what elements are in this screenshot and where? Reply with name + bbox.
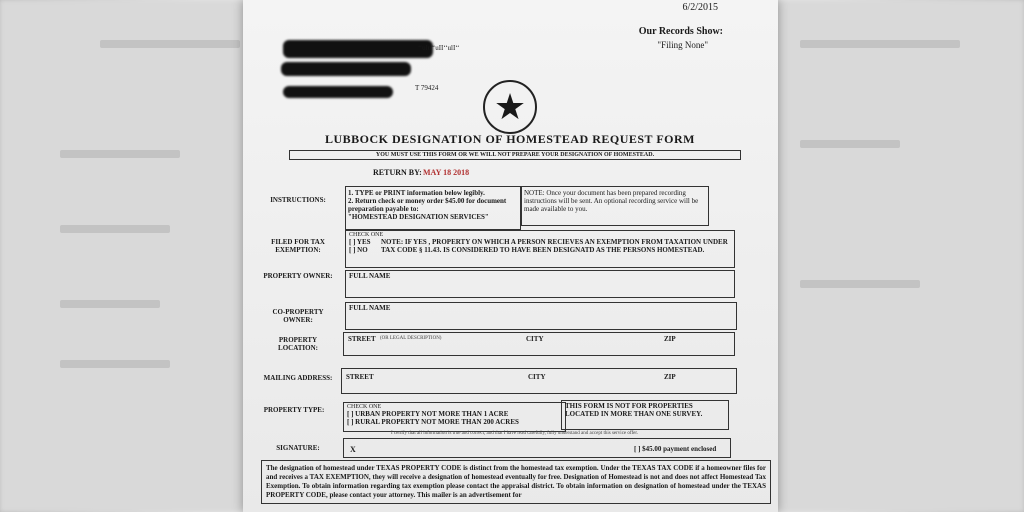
star-seal-icon: ★ — [483, 80, 537, 134]
property-location-field[interactable] — [343, 332, 735, 356]
instruction-step-2: 2. Return check or money order $45.00 for document preparation payable to: — [348, 197, 507, 213]
co-owner-name-field[interactable] — [345, 302, 737, 330]
ghost-text — [800, 140, 900, 148]
ghost-text — [60, 300, 160, 308]
street-label: STREET — [346, 373, 374, 381]
ghost-text — [800, 40, 960, 48]
ghost-text — [60, 150, 180, 158]
city-label: CITY — [528, 373, 546, 381]
urban-checkbox[interactable]: [ ] URBAN PROPERTY NOT MORE THAN 1 ACRE — [347, 410, 509, 418]
mailing-address-field[interactable] — [341, 368, 737, 394]
zip-label: ZIP — [664, 373, 676, 381]
not-for-properties-note: THIS FORM IS NOT FOR PROPERTIES LOCATED IN MORE THAN ONE SURVEY. — [561, 400, 729, 430]
no-checkbox[interactable]: [ ] NO — [349, 246, 368, 254]
tax-exemption-note: NOTE: IF YES , PROPERTY ON WHICH A PERSON RECIEVES AN EXEMPTION FROM TAXATION UNDER TAX CODE § 11.43. IS CONSIDERED TO HAVE BEEN DESIGNATD AS THE PERSONS HOMESTEAD. — [381, 238, 728, 254]
street-label: STREET — [348, 335, 376, 343]
check-one-label: CHECK ONE — [349, 232, 384, 238]
return-by-date-stamp: MAY 18 2018 — [423, 168, 470, 177]
payment-enclosed-checkbox[interactable]: [ ] $45.00 payment enclosed — [634, 445, 717, 453]
certify-text: I certify that all information is true and correct, and that I have read carefully, fully understand and accept this service offer. — [391, 431, 638, 436]
zip-label: ZIP — [664, 335, 676, 343]
instructions-label: INSTRUCTIONS: — [270, 196, 326, 204]
tax-exemption-label: FILED FOR TAX EXEMPTION: — [271, 238, 325, 254]
ghost-text — [800, 280, 920, 288]
address-fragment: ‘‘ulu‘‘uII‘‘ulI‘‘ — [418, 44, 460, 52]
yes-checkbox[interactable]: [ ] YES — [349, 238, 371, 246]
address-fragment: T 79424 — [415, 84, 439, 92]
owner-name-field[interactable] — [345, 270, 735, 298]
instruction-step-1: 1. TYPE or PRINT information below legibly. — [348, 189, 485, 197]
check-one-label: CHECK ONE — [347, 404, 382, 410]
full-name-label: FULL NAME — [349, 272, 391, 280]
form-date: 6/2/2015 — [682, 2, 718, 13]
form-paper — [243, 0, 778, 512]
property-owner-label: PROPERTY OWNER: — [263, 272, 333, 280]
form-title: LUBBOCK DESIGNATION OF HOMESTEAD REQUEST FORM — [325, 132, 695, 146]
must-use-notice: YOU MUST USE THIS FORM OR WE WILL NOT PREPARE YOUR DESIGNATION OF HOMESTEAD. — [289, 150, 741, 160]
blurred-right-panel — [774, 0, 1024, 512]
mailing-address-label: MAILING ADDRESS: — [263, 374, 333, 382]
filing-status: "Filing None" — [657, 40, 708, 50]
payee: "HOMESTEAD DESIGNATION SERVICES" — [348, 213, 489, 221]
homestead-notice: The designation of homestead under TEXAS PROPERTY CODE is distinct from the homestead tax exemption. Under the TEXAS TAX CODE if a homeowner files for and receives a TAX EXEMPTION, they will receive a designation of homestead eventually for free. Designation of Homestead is not and does not affect Homestead Tax Exemption. To obtain information regarding tax exemption please contact the appraisal district. To obtain information on designation of homestead under the TEXAS PROPERTY CODE, please contact your attorney. This mailer is an advertisement for — [261, 460, 771, 504]
instructions-note: NOTE: Once your document has been prepared recording instructions will be sent. An optional recording service will be made available to you. — [521, 186, 709, 226]
instructions-box — [345, 186, 521, 230]
full-name-label: FULL NAME — [349, 304, 391, 312]
signature-x: X — [350, 445, 356, 454]
co-owner-label: CO-PROPERTY OWNER: — [272, 308, 324, 324]
signature-field[interactable] — [343, 438, 731, 458]
rural-checkbox[interactable]: [ ] RURAL PROPERTY NOT MORE THAN 200 ACRES — [347, 418, 519, 426]
ghost-text — [100, 40, 240, 48]
city-label: CITY — [526, 335, 544, 343]
property-type-box — [343, 402, 566, 432]
return-by-label: RETURN BY: — [373, 168, 422, 177]
redacted-address — [283, 86, 393, 98]
property-location-label: PROPERTY LOCATION: — [278, 336, 318, 352]
ghost-text — [60, 225, 170, 233]
redacted-address — [283, 40, 433, 58]
tax-exemption-box — [345, 230, 735, 268]
records-label: Our Records Show: — [638, 26, 723, 37]
redacted-address — [281, 62, 411, 76]
ghost-text — [60, 360, 170, 368]
signature-label: SIGNATURE: — [276, 444, 320, 452]
property-type-label: PROPERTY TYPE: — [263, 406, 325, 414]
street-note: (OR LEGAL DESCRIPTION) — [380, 336, 442, 341]
blurred-left-panel — [0, 0, 250, 512]
